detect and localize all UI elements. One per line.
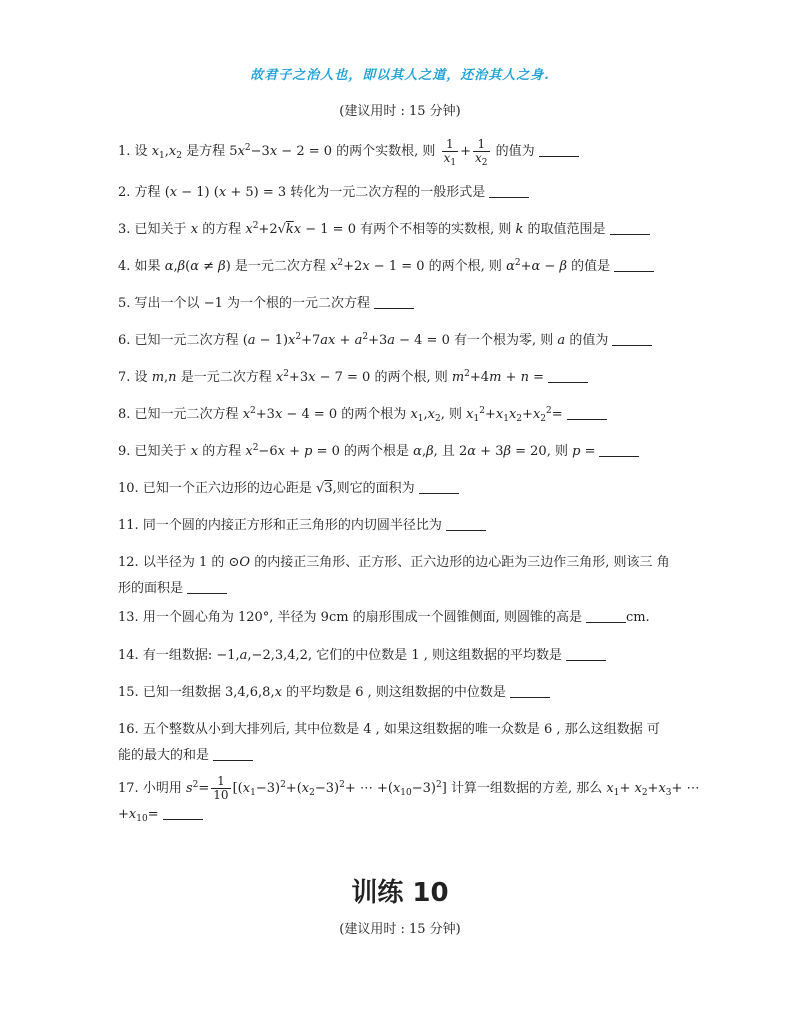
question-9: 9. 已知关于 x 的方程 $x^2-6x + p = 0$ 的两个根是 α,β, 且 2α + 3β = 20, 则 p = xyxy=(118,439,688,465)
answer-blank xyxy=(446,516,486,531)
answer-blank xyxy=(419,479,459,494)
suggested-time: (建议用时 : 15 分钟) xyxy=(339,104,461,119)
answer-blank xyxy=(510,683,550,698)
question-14: 14. 有一组数据: −1,a,−2,3,4,2, 它们的中位数是 1 , 则这组数据的平均数是 xyxy=(118,643,688,669)
answer-blank xyxy=(187,579,227,594)
question-11: 11. 同一个圆的内接正方形和正三角形的内切圆半径比为 xyxy=(118,513,688,539)
answer-blank xyxy=(612,331,652,346)
question-12: 12. 以半径为 1 的 ⊙O 的内接正三角形、正方形、正六边形的边心距为三边作三角形, 则该三 角 形的面积是 xyxy=(118,555,670,596)
question-3: 3. 已知关于 x 的方程 $x^2+2√kx - 1 = 0$ 有两个不相等的实数根, 则 k 的取值范围是 xyxy=(118,217,688,243)
question-7: 7. 设 m,n 是一元二次方程 $x^2+3x - 7 = 0$ 的两个根, 则 $m^2+4m + n$ = xyxy=(118,365,688,391)
question-17: 17. 小明用 $s^2=$ $\frac{1}{10}$ [$(x_1-3)^2+(x_2-3)^2+$ ⋯ $+(x_{10}-3)^2$] 计算一组数据的方差, 那么 $x_1+ x_2+x_3+$ ⋯ $+x_{10}=$ xyxy=(118,774,700,824)
section-suggested-time: (建议用时 : 15 分钟) xyxy=(339,922,461,937)
answer-blank xyxy=(213,746,253,761)
question-13: 13. 用一个圆心角为 120°, 半径为 9cm 的扇形围成一个圆锥侧面, 则圆锥的高是 cm. xyxy=(118,610,650,625)
answer-blank xyxy=(614,257,654,272)
question-1: 1. 设 $x_1,x_2$ 是方程 $5x^2-3x - 2 = 0$ 的两个实数根, 则 $\frac{1}{x_1}$ + $\frac{1}{x_2}$ 的值为 xyxy=(118,138,688,165)
question-5: 5. 写出一个以 −1 为一个根的一元二次方程 xyxy=(118,291,688,317)
answer-blank xyxy=(567,405,607,420)
motto-banner: 故君子之治人也，即以其人之道，还治其人之身. xyxy=(250,68,550,83)
question-6: 6. 已知一元二次方程 $(a - 1)x^2+7ax + a^2+3a - 4 = 0$ 有一个根为零, 则 a 的值为 xyxy=(118,328,688,354)
answer-blank xyxy=(374,294,414,309)
answer-blank xyxy=(489,183,529,198)
answer-blank xyxy=(610,220,650,235)
answer-blank xyxy=(163,805,203,820)
question-2: 2. 方程 (x − 1) (x + 5) = 3 转化为一元二次方程的一般形式是 xyxy=(118,180,688,206)
answer-blank xyxy=(586,608,626,623)
answer-blank xyxy=(566,646,606,661)
question-16: 16. 五个整数从小到大排列后, 其中位数是 4 , 如果这组数据的唯一众数是 6 , 那么这组数据 可 能的最大的和是 xyxy=(118,722,660,763)
section-title: 训练 10 xyxy=(351,878,449,908)
question-15: 15. 已知一组数据 3,4,6,8,x 的平均数是 6 , 则这组数据的中位数是 xyxy=(118,680,688,706)
answer-blank xyxy=(548,368,588,383)
question-4: 4. 如果 α,β(α ≠ β) 是一元二次方程 $x^2+2x - 1 = 0$ 的两个根, 则 $\alpha^2+\alpha - \beta$ 的值是 xyxy=(118,254,688,280)
answer-blank xyxy=(599,442,639,457)
answer-blank xyxy=(539,142,579,157)
question-8: 8. 已知一元二次方程 $x^2+3x - 4 = 0$ 的两个根为 $x_1,x_2$, 则 $x_1^2+x_1x_2+x_2^2=$ xyxy=(118,402,688,428)
question-10: 10. 已知一个正六边形的边心距是 √3,则它的面积为 xyxy=(118,476,688,502)
